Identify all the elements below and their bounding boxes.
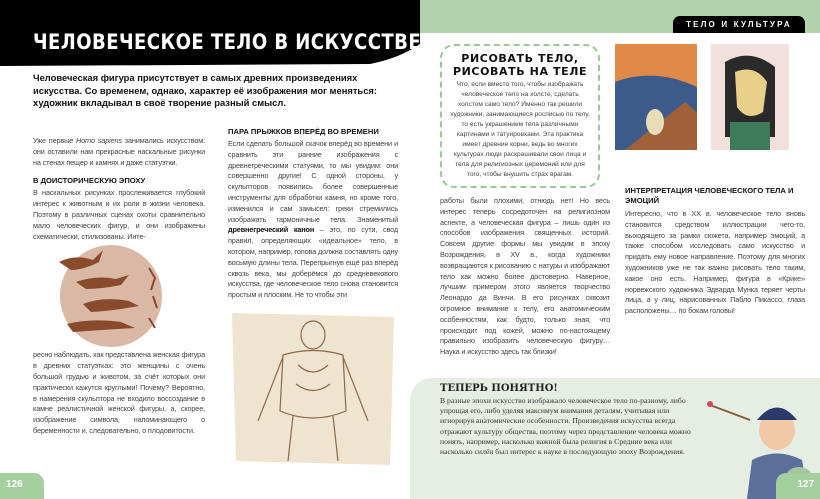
callout-title: РИСОВАТЬ ТЕЛО, РИСОВАТЬ НА ТЕЛЕ bbox=[452, 52, 588, 78]
col1-paragraph: В наскальных рисунках прослеживается глубокий интерес к животным и их роли в жизни человека. Поэтому в различных сценах охоты сравнительно мало человеческих фигур, и они изображены схематически, стилизованы. Инте- bbox=[33, 188, 205, 241]
section-tab: ТЕЛО И КУЛЬТУРА bbox=[673, 16, 805, 33]
col2-paragraph bbox=[228, 139, 398, 301]
left-column bbox=[33, 136, 205, 437]
text-bold: древнегреческий канон bbox=[228, 225, 315, 235]
callout-text: Что, если вместо того, чтобы изображать человеческое тело на холсте, сделать холстом само тело? Именно так решили художники, занимающиеся росписью по телу, то есть украшением тела различными картинами и татуировками. Эта практика имеет древние корни, ведь во многих культурах люди раскрашивали свои лица и тела для религиозных церемоний или для того, чтобы внушить страх врагам. bbox=[450, 81, 590, 178]
text: Уже первые bbox=[33, 136, 77, 145]
center-right-column bbox=[440, 44, 610, 358]
paintings-illustration bbox=[615, 42, 795, 154]
col1-paragraph: ресно наблюдать, как представлена женская фигура в древних статуэтках: это женщины с очень большой грудью и животом, за счёт которых они практически кажутся круглыми! Почему? Вероятно, в намерения скульптора не входило воссоздание в камне реалистичной женской фигуры, а, скорее, изображение символа, напоминающего о беременности и, следовательно, о плодовитости. bbox=[33, 350, 205, 435]
picasso-portrait bbox=[711, 44, 789, 150]
cave-painting-illustration bbox=[41, 242, 181, 348]
text: – это, по сути, свод правил, определяющих «идеальное» тело, в котором, например, голова должна составлять одну восьмую длины тела. Перепрыгнув ещё раз вперёд сквозь века, мы доберёмся до средневекового искусства, где человеческое тело снова становится простым и плоским. Не то чтобы эти bbox=[228, 225, 398, 300]
page-number-right: 127 bbox=[776, 473, 820, 499]
right-column bbox=[625, 186, 805, 317]
middle-column bbox=[228, 127, 398, 469]
summary-title: ТЕПЕРЬ ПОНЯТНО! bbox=[440, 383, 558, 394]
page-number-left: 126 bbox=[0, 473, 44, 499]
page-title: ЧЕЛОВЕЧЕСКОЕ ТЕЛО В ИСКУССТВЕ bbox=[33, 30, 422, 54]
text: занимались искусством: они оставили нам прекрасные наскальные рисунки на стенах пещер и камнях и даже статуэтки. bbox=[33, 136, 206, 167]
text: Если сделать большой скачок вперёд во времени и сравнить эти ранние изображения с древнегреческими статуями, то мы увидим: они совершенно другие! С одной стороны, у скульпторов появились более совершенные инструменты для обработки камня, но кроме того, изменился и сам замысел: греки стремились изображать гармоничные тела. Знаменитый bbox=[228, 139, 398, 224]
scream-painting bbox=[615, 44, 697, 150]
body-painting-callout bbox=[440, 44, 600, 188]
col1-paragraph bbox=[33, 136, 205, 168]
heading-leaps: ПАРА ПРЫЖКОВ ВПЕРЁД ВО ВРЕМЕНИ bbox=[228, 127, 379, 136]
col4-paragraph: Интересно, что в XX в. человеческое тело вновь становится средством иллюстрации чего-то, выходящего за рамки сюжета, например эмоций, а также способом исследовать само искусство и придать ему новое направление. Поэтому для многих художников уже не так важно рисовать тело таким, какое оно есть. Например, фигура в «Крике» норвежского художника Эдварда Мунка теряет черты лица, а у лиц, нарисованных Пабло Пикассо, глаза расположены… по бокам головы! bbox=[625, 209, 805, 316]
heading-interpretation: ИНТЕРПРЕТАЦИЯ ЧЕЛОВЕЧЕСКОГО ТЕЛА И ЭМОЦИЙ bbox=[625, 186, 794, 205]
col3-paragraph: работы были плохими, отнюдь нет! Но весь интерес теперь сосредоточен на религиозном аспекте, а человеческая фигура – лишь один из способов изображения священных историй. Совсем другие формы мы увидим в эпоху Возрождения, в XV в., когда художники возвращаются к рисованию с натуры и изображают тело как можно более достоверно. Наверное, лучшим примером этого является творчество Леонардо да Винчи. В его рисунках сквозит огромное внимание к телу, его анатомическим особенностям, как будто, только зная, что происходит под кожей, можно по-настоящему правильно изобразить человеческую фигуру… Наука и искусство здесь так близки! bbox=[440, 196, 610, 357]
text-em: Homo sapiens bbox=[76, 136, 122, 145]
anatomy-drawing-illustration bbox=[228, 309, 398, 469]
heading-prehistoric: В ДОИСТОРИЧЕСКУЮ ЭПОХУ bbox=[33, 176, 146, 186]
intro-text: Человеческая фигура присутствует в самых древних произведениях искусства. Со временем, однако, характер её изображения мог меняться: художник вкладывал в своё творение разный смысл. bbox=[33, 72, 377, 108]
summary-text: В разные эпохи искусство изображало человеческое тело по-разному, либо упрощая его, либо уделяя максимум внимания деталям, учитывая или игнорируя анатомические особенности. Произведения искусства всегда отражают культуру общества, поэтому через представление человека можно понять, например, насколько важной была религия в Средние века или насколько силён был интерес к науке в последующую эпоху Возрождения. bbox=[440, 396, 691, 457]
